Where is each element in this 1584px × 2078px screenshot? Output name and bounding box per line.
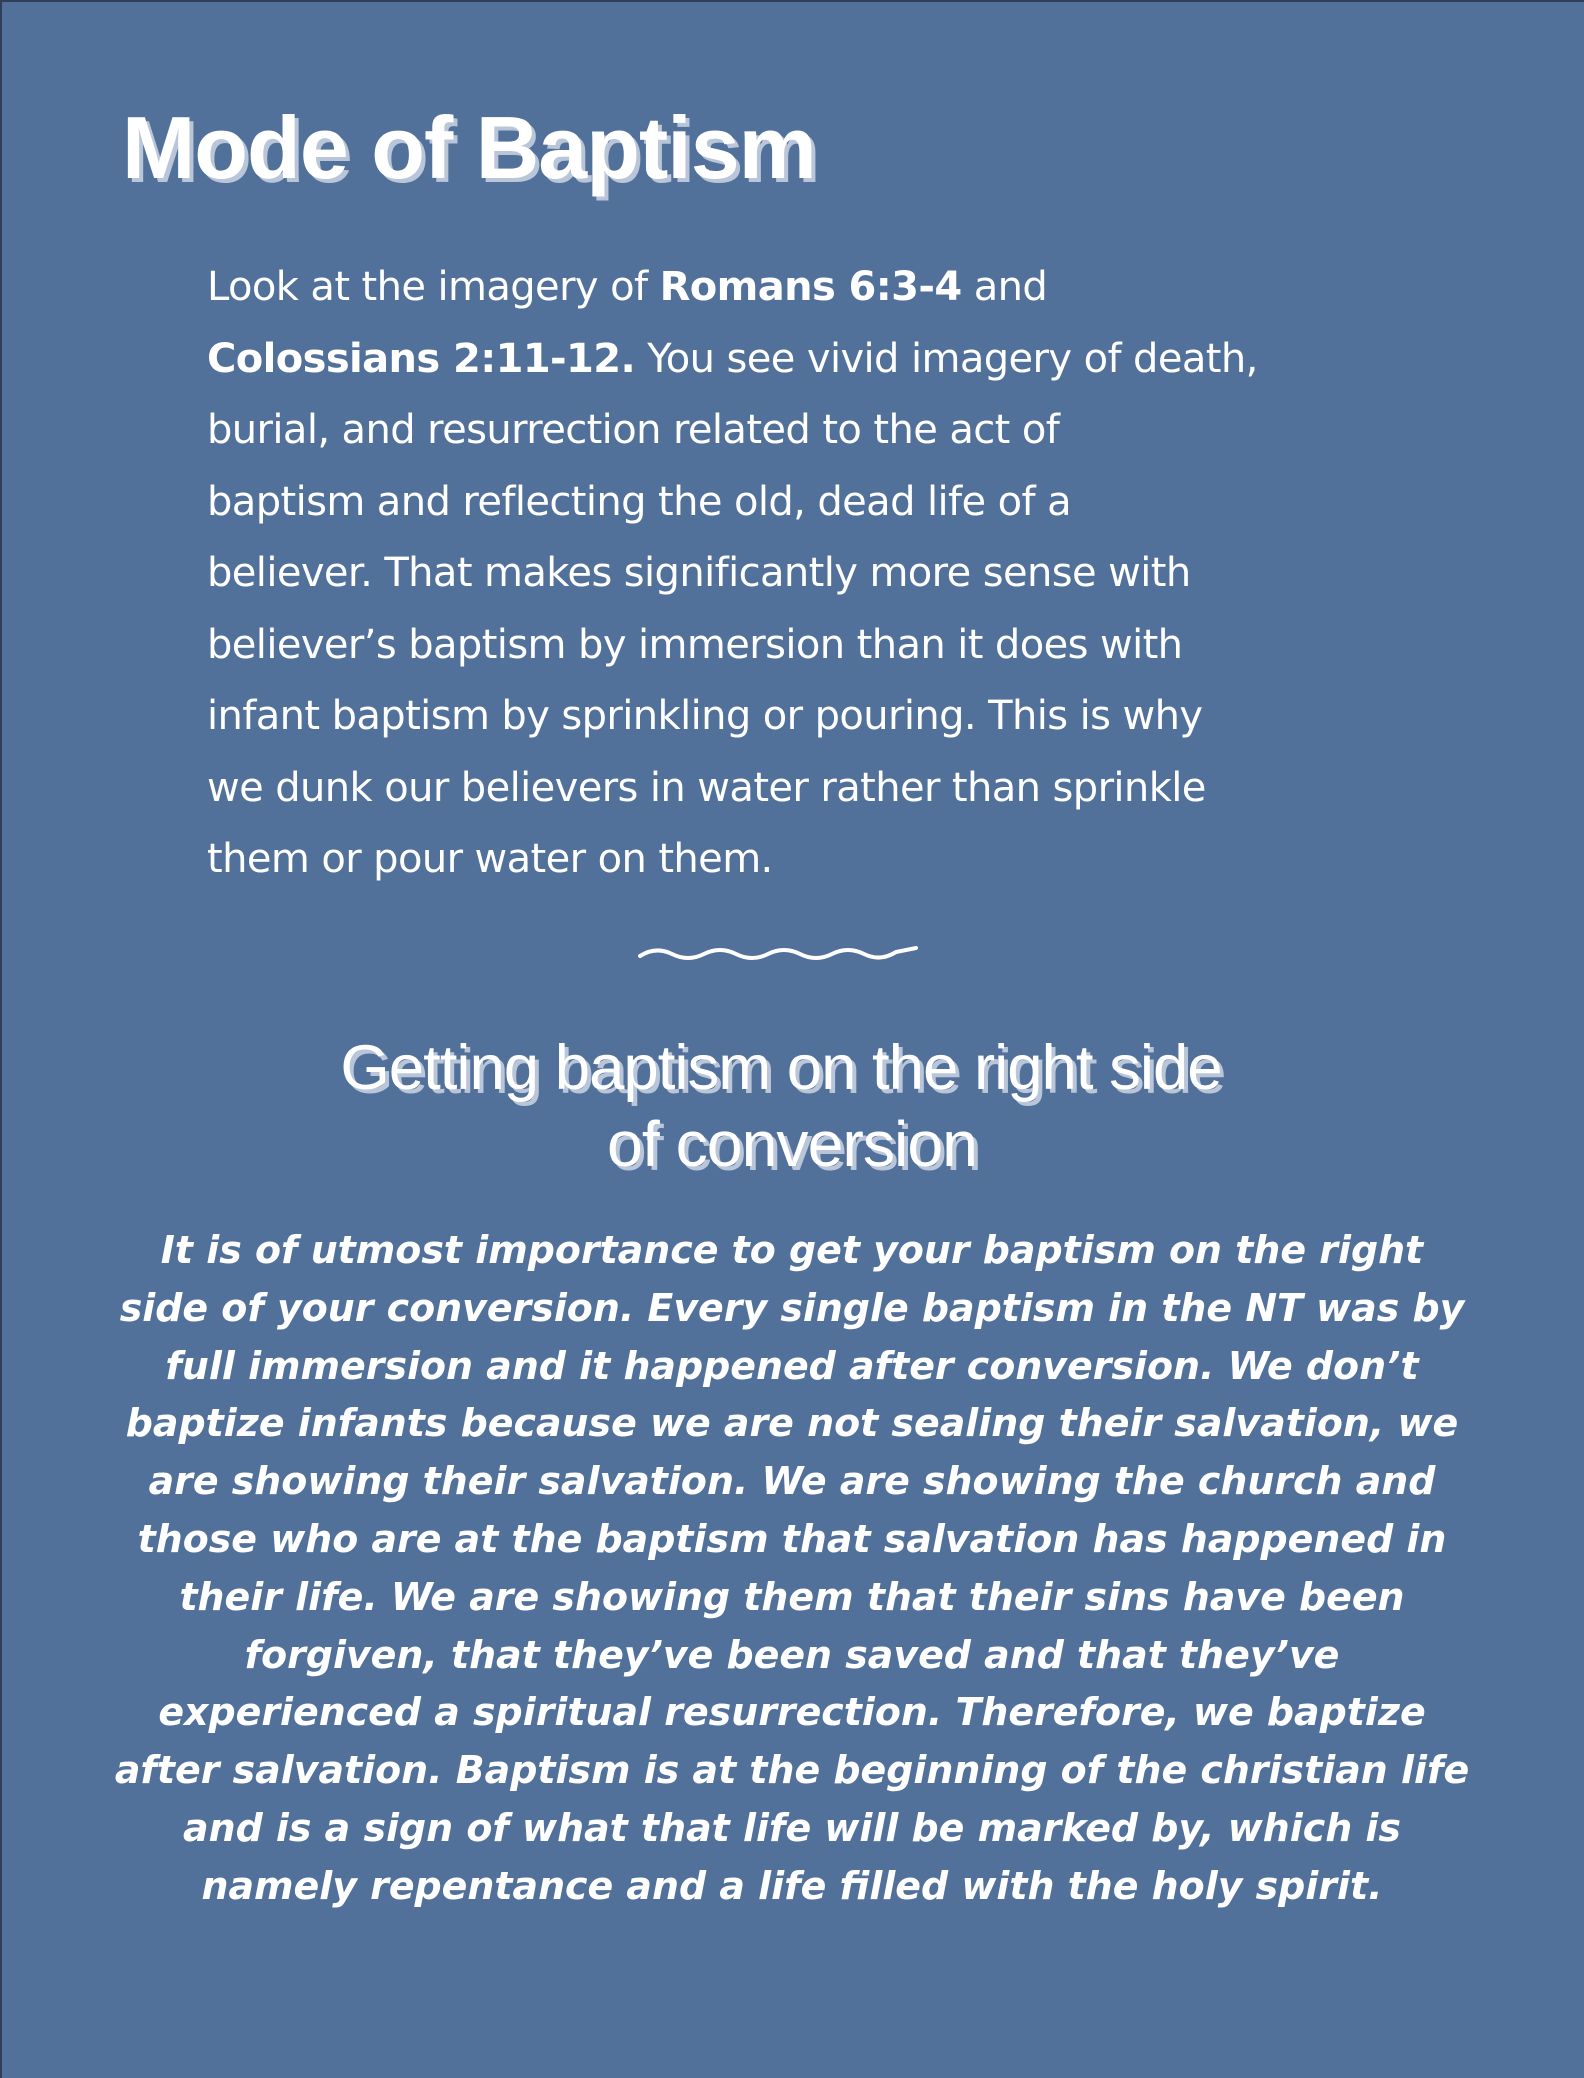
intro-text: Look at the imagery of [207,264,660,310]
body-line: baptize infants because we are not sealing their salvation, we [125,1401,1459,1446]
body-paragraph [0,1222,1584,1916]
body-line: side of your conversion. Every single baptism in the NT was by [119,1285,1465,1330]
intro-line: believer’s baptism by immersion than it does with [207,621,1183,668]
body-line: experienced a spiritual resurrection. Therefore, we baptize [158,1690,1426,1735]
section-heading-line: Getting baptism on the right side [340,1033,1222,1103]
intro-line: burial, and resurrection related to the act of [207,407,1060,453]
body-line: those who are at the baptism that salvation has happened in [137,1516,1447,1561]
intro-line: believer. That makes significantly more sense with [207,550,1191,596]
wavy-divider-icon [638,938,918,968]
intro-line: we dunk our believers in water rather than sprinkle [207,764,1206,811]
body-line: It is of utmost importance to get your baptism on the right [160,1228,1424,1272]
intro-text: You see vivid imagery of death, [635,335,1258,382]
body-line: after salvation. Baptism is at the beginning of the christian life [114,1748,1470,1793]
body-line: and is a sign of what that life will be marked by, which is [183,1805,1401,1850]
intro-line [207,324,1357,396]
page-title: Mode of Baptism [122,98,816,197]
body-line: full immersion and it happened after conversion. We don’t [165,1343,1419,1388]
section-heading-line: of conversion [607,1108,977,1180]
scripture-reference: Romans 6:3-4 [659,264,962,310]
body-line: are showing their salvation. We are showing the church and [148,1459,1436,1504]
page-border-top [0,0,1584,2]
body-line: forgiven, that they’ve been saved and that they’ve [244,1632,1340,1677]
body-line: their life. We are showing them that their sins have been [179,1574,1405,1619]
intro-text: and [961,264,1048,310]
intro-line: them or pour water on them. [207,836,773,882]
intro-paragraph [207,252,1357,896]
intro-line: baptism and reflecting the old, dead life of a [207,478,1072,525]
intro-line: infant baptism by sprinkling or pouring. This is why [207,693,1203,739]
section-heading [0,1030,1584,1182]
intro-line [207,252,1357,324]
body-line: namely repentance and a life filled with the holy spirit. [201,1863,1383,1908]
scripture-reference: Colossians 2:11-12. [207,335,636,382]
